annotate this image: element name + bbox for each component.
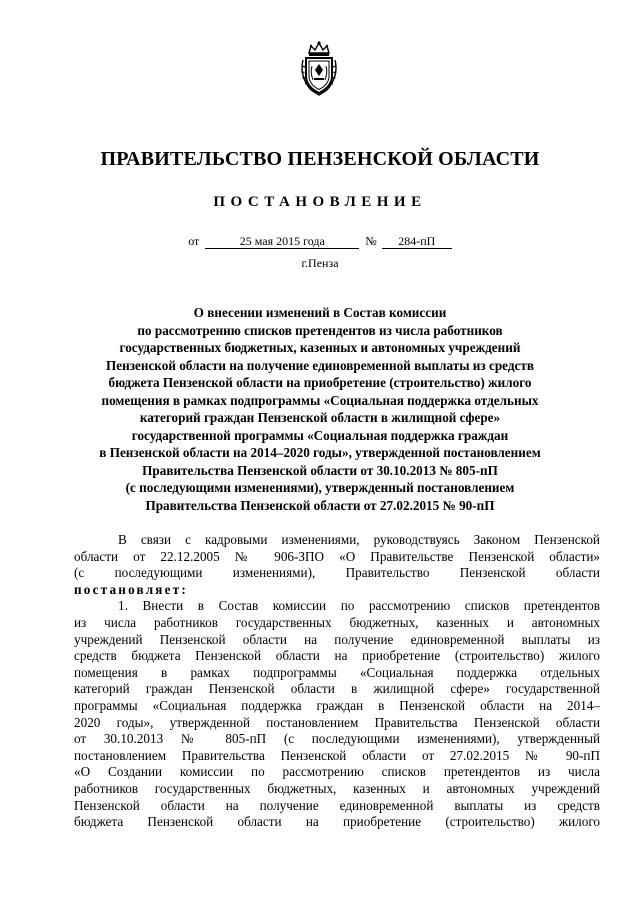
body-line: «О Создании комиссии по рассмотрению списков претендентов из числа (74, 764, 600, 780)
body-line: категорий граждан Пензенской области в жилищной сфере» государственной (74, 681, 600, 697)
title-line: в Пензенской области на 2014–2020 годы», утвержденной постановлением (99, 445, 541, 460)
body-line: учреждений Пензенской области на получение единовременной выплаты из (74, 631, 600, 647)
title-line: Правительства Пензенской области от 30.10.2013 № 805-пП (142, 462, 498, 478)
body-line: работников государственных бюджетных, казенных и автономных учреждений (74, 780, 600, 796)
document-date: 25 мая 2015 года (205, 235, 359, 249)
document-body (74, 532, 600, 831)
title-line: помещения в рамках подпрограммы «Социальная поддержка отдельных (101, 392, 539, 408)
document-number: 284-пП (382, 235, 452, 249)
title-line: государственной программы «Социальная поддержка граждан (131, 427, 509, 443)
body-line-resolves: постановляет: (74, 581, 188, 597)
body-line: постановлением Правительства Пензенской области от 27.02.2015 № 90-пП (74, 747, 600, 763)
body-line: от 30.10.2013 № 805-пП (с последующими изменениями), утвержденный (74, 731, 600, 747)
title-line: бюджета Пензенской области на приобретение (строительство) жилого (108, 375, 532, 390)
number-prefix: № (365, 234, 377, 248)
title-line: Правительства Пензенской области от 27.02.2015 № 90-пП (145, 497, 495, 513)
title-line: категорий граждан Пензенской области в жилищной сфере» (139, 410, 501, 425)
date-prefix: от (188, 234, 200, 248)
body-line: В связи с кадровыми изменениями, руководствуясь Законом Пензенской (118, 532, 600, 547)
document-title (60, 304, 580, 514)
title-line: Пензенской области на получение единовременной выплаты из средств (105, 357, 534, 373)
title-line: О внесении изменений в Состав комиссии (193, 305, 447, 320)
document-city: г.Пенза (301, 256, 339, 270)
body-line: программы «Социальная поддержка граждан в Пензенской области на 2014– (74, 697, 600, 713)
body-line: средств бюджета Пензенской области на приобретение (строительство) жилого (74, 648, 600, 664)
body-line: 2020 годы», утвержденной постановлением Правительства Пензенской области (74, 714, 600, 730)
title-line: по рассмотрению списков претендентов из числа работников (137, 322, 503, 338)
body-line: бюджета Пензенской области на приобретение (строительство) жилого (74, 814, 600, 830)
government-title: ПРАВИТЕЛЬСТВО ПЕНЗЕНСКОЙ ОБЛАСТИ (100, 148, 540, 170)
body-line: 1. Внести в Состав комиссии по рассмотрению списков претендентов (118, 598, 600, 614)
coat-of-arms-icon (297, 40, 341, 96)
body-line: Пензенской области на получение единовременной выплаты из средств (74, 797, 600, 813)
document-type: ПОСТАНОВЛЕНИЕ (213, 194, 427, 210)
title-line: государственных бюджетных, казенных и автономных учреждений (119, 340, 521, 355)
body-line: помещения в рамках подпрограммы «Социальная поддержка отдельных (74, 664, 600, 680)
title-line: (с последующими изменениями), утвержденный постановлением (125, 480, 515, 495)
document-meta (0, 234, 640, 249)
body-line: области от 22.12.2005 № 906-ЗПО «О Правительстве Пензенской области» (74, 548, 600, 564)
body-line: (с последующими изменениями), Правительство Пензенской области (74, 565, 600, 581)
body-line: из числа работников государственных бюджетных, казенных и автономных (74, 614, 600, 630)
